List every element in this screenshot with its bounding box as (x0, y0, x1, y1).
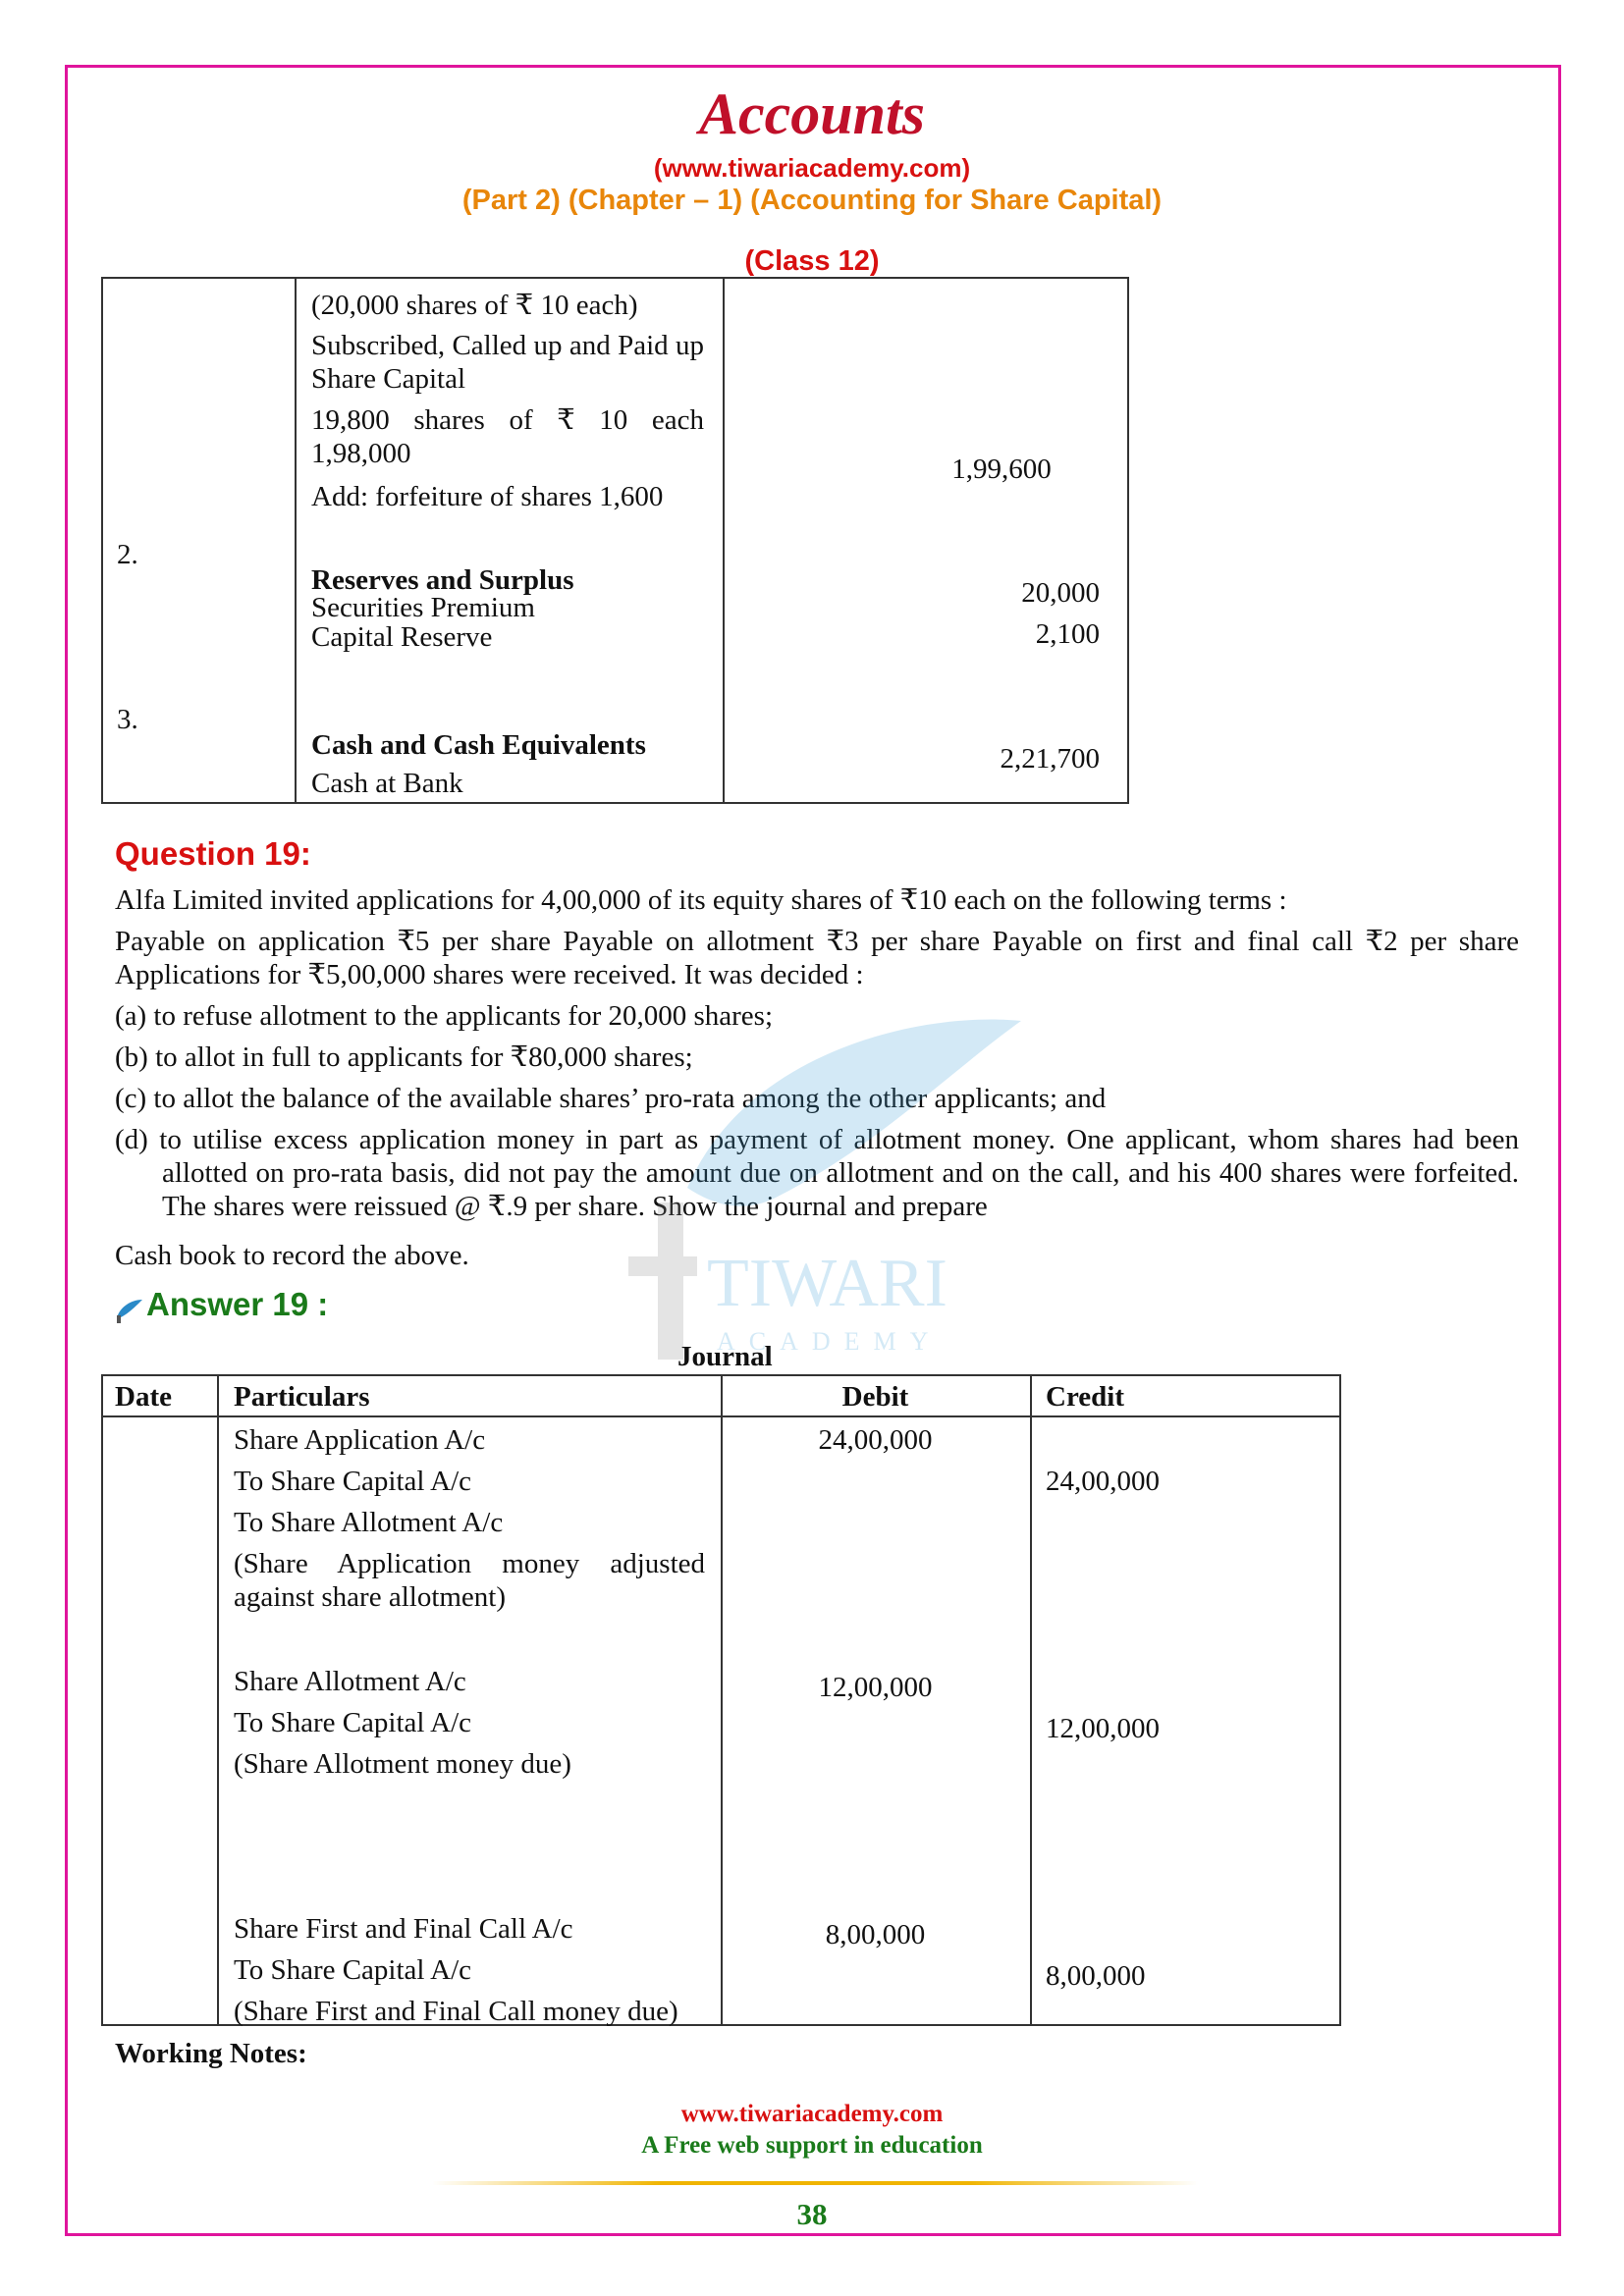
balance-sheet-table (101, 277, 1129, 804)
journal-line: Share Allotment A/c (234, 1666, 466, 1697)
page-number: 38 (796, 2197, 828, 2231)
table-cell: Subscribed, Called up and Paid up Share Capital (311, 330, 704, 395)
question-title: Question 19: (115, 835, 311, 872)
page-title: Accounts (698, 81, 926, 146)
journal-caption: Journal (677, 1341, 773, 1372)
col-header-credit: Credit (1046, 1381, 1125, 1413)
working-notes-heading: Working Notes: (115, 2038, 307, 2069)
journal-line: To Share Allotment A/c (234, 1507, 504, 1538)
footer-site-link[interactable]: www.tiwariacademy.com (680, 2101, 944, 2127)
row-number: 2. (117, 539, 138, 570)
answer-title-text: Answer 19 : (146, 1286, 329, 1322)
journal-line: To Share Capital A/c (234, 1466, 471, 1497)
col-header-debit: Debit (841, 1381, 909, 1413)
footer-tagline: A Free web support in education (641, 2132, 983, 2159)
table-cell: (20,000 shares of ₹ 10 each) (311, 290, 638, 321)
journal-line: To Share Capital A/c (234, 1707, 471, 1738)
row-number: 3. (117, 704, 138, 735)
table-cell: Cash at Bank (311, 768, 463, 799)
journal-line: Share Application A/c (234, 1424, 486, 1456)
logo-icon (115, 1294, 144, 1319)
journal-line: (Share Allotment money due) (234, 1748, 571, 1780)
journal-line: To Share Capital A/c (234, 1954, 471, 1986)
watermark-brand: TIWARI (707, 1246, 947, 1321)
journal-line: (Share Application money adjusted against share allotment) (234, 1548, 705, 1613)
table-cell: Add: forfeiture of shares 1,600 (311, 481, 664, 512)
question-option-a: (a) to refuse allotment to the applicants for 20,000 shares; (115, 1000, 774, 1032)
class-label: (Class 12) (744, 245, 880, 277)
journal-line: Share First and Final Call A/c (234, 1913, 573, 1945)
footer-divider (432, 2181, 1198, 2185)
column-divider (723, 279, 725, 802)
table-cell: Reserves and Surplus (311, 564, 574, 596)
journal-line: (Share First and Final Call money due) (234, 1996, 678, 2027)
column-divider (295, 279, 297, 802)
debit-cell: 24,00,000 (818, 1424, 933, 1456)
col-header-particulars: Particulars (234, 1381, 370, 1413)
header-site-link[interactable]: (www.tiwariacademy.com) (653, 153, 971, 183)
question-line: Alfa Limited invited applications for 4,00,000 of its equity shares of ₹10 each on the following terms : (115, 884, 1287, 916)
question-option-b: (b) to allot in full to applicants for ₹80,000 shares; (115, 1041, 693, 1073)
question-option-c: (c) to allot the balance of the available shares’ pro-rata among the other applicants; and (115, 1083, 1107, 1114)
credit-cell: 12,00,000 (1046, 1713, 1160, 1744)
question-option-d: (d) to utilise excess application money in part as payment of allotment money. One applicant, whom shares had been allotted on pro-rata basis, did not pay the amount due on allotment and on the call, and his 400 shares were forfeited. The shares were reissued @ ₹.9 per share. Show the journal and prepare (115, 1124, 1519, 1222)
table-cell: Securities Premium (311, 592, 535, 623)
answer-title (115, 1286, 328, 1323)
amount-cell: 2,100 (1035, 618, 1100, 650)
table-cell: Capital Reserve (311, 621, 493, 653)
col-header-date: Date (115, 1381, 172, 1413)
column-divider (1030, 1376, 1032, 2024)
credit-cell: 24,00,000 (1046, 1466, 1160, 1497)
question-line: Cash book to record the above. (115, 1240, 469, 1271)
question-line: Payable on application ₹5 per share Payable on allotment ₹3 per share Payable on first and final call ₹2 per share Applications for ₹5,00,000 shares were received. It was decided : (115, 926, 1519, 990)
amount-cell: 1,99,600 (951, 454, 1052, 485)
amount-cell: 20,000 (1021, 577, 1100, 609)
journal-table (101, 1374, 1341, 2026)
table-cell: 19,800 shares of ₹ 10 each 1,98,000 (311, 404, 704, 469)
table-cell: Cash and Cash Equivalents (311, 729, 646, 761)
amount-cell: 2,21,700 (1000, 743, 1100, 774)
chapter-subtitle: (Part 2) (Chapter – 1) (Accounting for Share Capital) (461, 185, 1163, 216)
column-divider (217, 1376, 219, 2024)
debit-cell: 8,00,000 (825, 1919, 926, 1950)
credit-cell: 8,00,000 (1046, 1960, 1146, 1992)
debit-cell: 12,00,000 (818, 1672, 933, 1703)
watermark-sub: ACADEMY (717, 1327, 943, 1356)
